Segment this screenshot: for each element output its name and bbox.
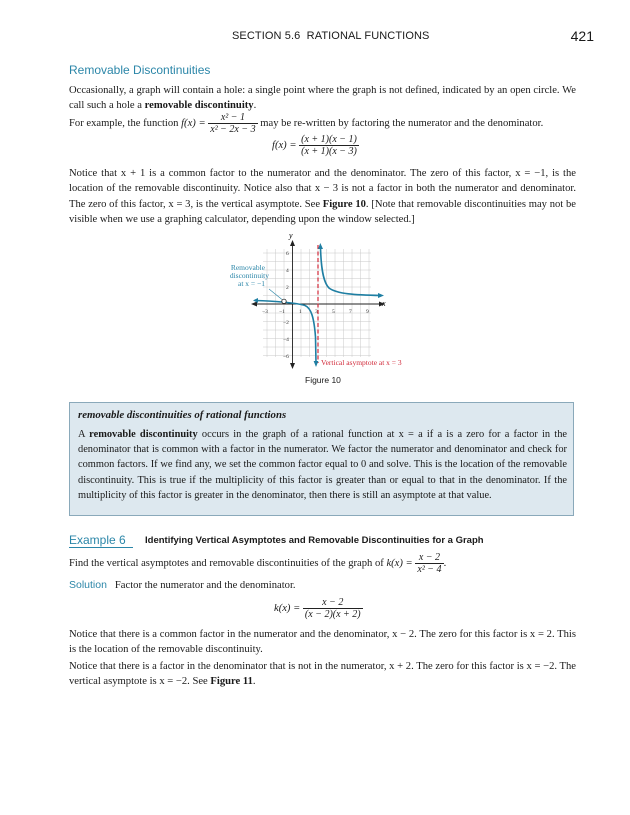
figure-caption: Figure 10 — [305, 375, 341, 385]
y-tick-label: 2 — [286, 285, 289, 291]
x-tick-label: 1 — [299, 309, 302, 315]
y-tick-label: 4 — [286, 268, 289, 274]
annotation-line-3: at x = −1 — [238, 279, 265, 288]
box-title: removable discontinuities of rational functions — [78, 409, 287, 421]
definition-box — [69, 402, 574, 516]
curve-right-branch — [321, 247, 382, 296]
solution-label: Solution — [69, 579, 107, 591]
x-tick-label: 7 — [349, 309, 352, 315]
x-tick-label: 3 — [315, 309, 318, 315]
solution-line: Solution Factor the numerator and the denominator. — [69, 579, 296, 591]
y-tick-label: 6 — [286, 251, 289, 257]
page-number: 421 — [570, 28, 594, 44]
fraction-k: $\frac{x - 2}{\text{x² − 4}}$ — [417, 552, 442, 575]
fraction-f: $\frac{\text{x² − 1}}{\text{x² − 2x − 3}}$ — [210, 112, 256, 135]
paragraph-intro: Occasionally, a graph will contain a hole: a single point where the graph is not defined, indicated by an open circle. We call such a hole a removable discontinuity. — [69, 85, 576, 112]
section-label: SECTION 5.6 RATIONAL FUNCTIONS — [232, 30, 430, 42]
annotation-line-1: Removable — [230, 263, 265, 272]
x-tick-label: 9 — [366, 309, 369, 315]
paragraph-explanation: Notice that x + 1 is a common factor to the numerator and the denominator. The zero of this factor, x = −1, is the location of the removable discontinuity. Notice also that x − 3 is not a factor in both the numerator and denominator. The zero of this factor, x = 3, is the vertical asymptote. See Figure 10. [Note that removable discontinuities may not be visible when we use a graphing calculator, depending upon the window selected.] — [69, 168, 576, 225]
y-tick-label: −6 — [283, 354, 289, 360]
paragraph-asymptote: Notice that there is a factor in the denominator that is not in the numerator, x + 2. The zero for this factor is x = −2. The vertical asymptote is x = −2. See Figure 11. — [69, 661, 576, 688]
paragraph-common-factor: Notice that there is a common factor in the numerator and the denominator, x − 2. The zero for this factor is x = 2. This is the location of the removable discontinuity. — [69, 629, 576, 656]
box-body: A removable discontinuity occurs in the graph of a rational function at x = a if a is a zero for a factor in the denominator that is common with a factor in the numerator. We factor the numerator and denominator and check for common factors. If we find any, we set the common factor equal to 0 and solve. This is the location of the removable discontinuity. This is true if the multiplicity of this factor is greater than or equal to that in the denominator. If the multiplicity of this factor is greater in the denominator, then there is still an asymptote at that value. — [78, 429, 568, 501]
example-underline — [69, 547, 133, 548]
removable-discontinuity-hole — [282, 299, 286, 303]
annotation-line-2: discontinuity — [229, 271, 269, 280]
equation-f-factored: f(x) = $\frac{(x + 1)(x - 1)}{(x + 1)(x - 3)}$ — [272, 134, 357, 157]
equation-k-factored: k(x) = $\frac{x - 2}{(x - 2)(x + 2)}$ — [274, 597, 361, 620]
x-tick-label: −3 — [262, 309, 268, 315]
example-problem: Find the vertical asymptotes and removable discontinuities of the graph of k(x) = $\frac{x - 2}{\text{x² − 4}}$ . — [69, 552, 447, 575]
y-axis-label: y — [289, 231, 293, 240]
y-tick-label: −2 — [283, 320, 289, 326]
x-tick-label: −1 — [279, 309, 285, 315]
x-tick-label: 5 — [332, 309, 335, 315]
section-heading: Removable Discontinuities — [69, 63, 211, 77]
x-axis-label: x — [382, 299, 386, 308]
asymptote-label: Vertical asymptote at x = 3 — [321, 358, 402, 367]
paragraph-example-function: For example, the function f(x) = $\frac{\text{x² − 1}}{\text{x² − 2x − 3}}$ may be re-written by factoring the numerator and the denominator. — [69, 112, 544, 135]
example-label: Example 6 — [69, 533, 126, 547]
grid — [263, 249, 371, 357]
example-title: Identifying Vertical Asymptotes and Removable Discontinuities for a Graph — [145, 535, 484, 546]
figure-10-graph — [205, 227, 425, 375]
y-tick-label: −4 — [283, 337, 289, 343]
